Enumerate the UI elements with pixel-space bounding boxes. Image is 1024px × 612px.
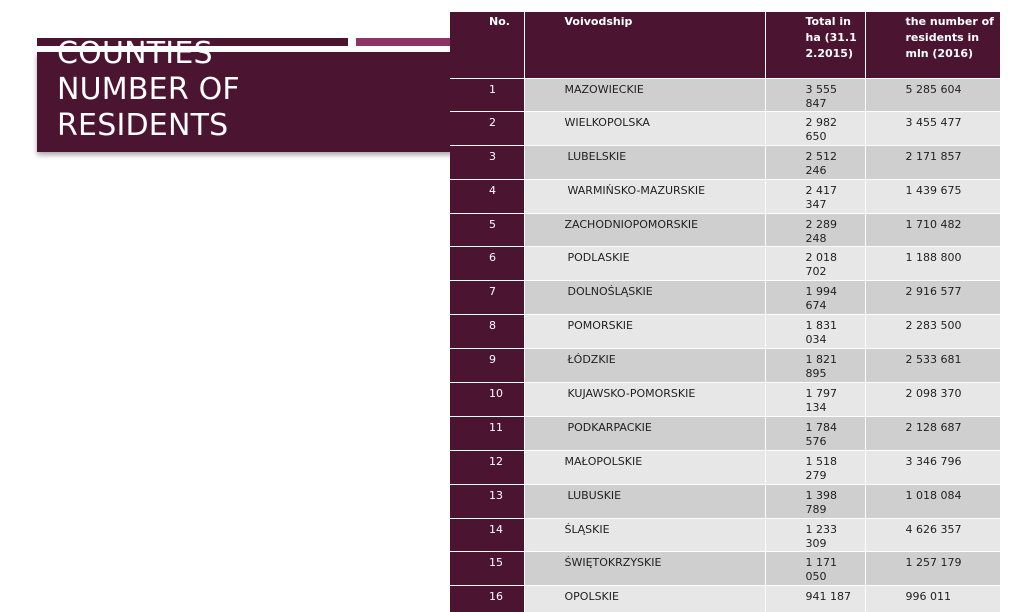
cell-voivodship: WARMIŃSKO-MAZURSKIE bbox=[524, 180, 765, 214]
table-row bbox=[450, 315, 1000, 349]
cell-residents: 2 098 370 bbox=[865, 383, 1000, 417]
header-no: No. bbox=[450, 12, 524, 79]
table-row bbox=[450, 349, 1000, 383]
cell-residents: 5 285 604 bbox=[865, 79, 1000, 112]
cell-no: 2 bbox=[450, 112, 524, 146]
cell-area: 2 982 650 bbox=[765, 112, 865, 146]
header-residents: the number of residents in mln (2016) bbox=[865, 12, 1000, 79]
cell-residents: 2 283 500 bbox=[865, 315, 1000, 349]
table-row bbox=[450, 146, 1000, 180]
cell-residents: 1 257 179 bbox=[865, 552, 1000, 586]
cell-residents: 1 018 084 bbox=[865, 485, 1000, 519]
cell-residents: 1 439 675 bbox=[865, 180, 1000, 214]
table-row bbox=[450, 180, 1000, 214]
cell-no: 1 bbox=[450, 79, 524, 112]
voivodship-table bbox=[450, 12, 1000, 612]
cell-area: 2 512 246 bbox=[765, 146, 865, 180]
cell-no: 11 bbox=[450, 417, 524, 451]
cell-area: 1 398 789 bbox=[765, 485, 865, 519]
cell-area: 1 831 034 bbox=[765, 315, 865, 349]
cell-area: 2 018 702 bbox=[765, 247, 865, 281]
table-row bbox=[450, 519, 1000, 552]
table-row bbox=[450, 586, 1000, 612]
slide-title: COUNTIES NUMBER OF RESIDENTS bbox=[57, 36, 240, 143]
cell-area: 2 289 248 bbox=[765, 214, 865, 247]
cell-voivodship: POMORSKIE bbox=[524, 315, 765, 349]
cell-area: 1 797 134 bbox=[765, 383, 865, 417]
cell-voivodship: WIELKOPOLSKA bbox=[524, 112, 765, 146]
title-box bbox=[37, 36, 457, 152]
cell-area: 2 417 347 bbox=[765, 180, 865, 214]
header-total-ha: Total in ha (31.12.2015) bbox=[765, 12, 865, 79]
cell-no: 12 bbox=[450, 451, 524, 485]
cell-residents: 1 188 800 bbox=[865, 247, 1000, 281]
cell-no: 15 bbox=[450, 552, 524, 586]
cell-residents: 2 916 577 bbox=[865, 281, 1000, 315]
table-header-row bbox=[450, 12, 1000, 79]
cell-area: 3 555 847 bbox=[765, 79, 865, 112]
cell-no: 4 bbox=[450, 180, 524, 214]
cell-area: 1 171 050 bbox=[765, 552, 865, 586]
table-row bbox=[450, 383, 1000, 417]
table-row bbox=[450, 552, 1000, 586]
cell-voivodship: MAZOWIECKIE bbox=[524, 79, 765, 112]
header-voivodship: Voivodship bbox=[524, 12, 765, 79]
cell-voivodship: LUBUSKIE bbox=[524, 485, 765, 519]
cell-area: 941 187 bbox=[765, 586, 865, 612]
cell-no: 5 bbox=[450, 214, 524, 247]
cell-no: 16 bbox=[450, 586, 524, 612]
table-row bbox=[450, 281, 1000, 315]
cell-area: 1 994 674 bbox=[765, 281, 865, 315]
cell-no: 6 bbox=[450, 247, 524, 281]
cell-no: 3 bbox=[450, 146, 524, 180]
cell-residents: 996 011 bbox=[865, 586, 1000, 612]
cell-area: 1 233 309 bbox=[765, 519, 865, 552]
cell-residents: 1 710 482 bbox=[865, 214, 1000, 247]
table-row bbox=[450, 79, 1000, 112]
cell-voivodship: PODKARPACKIE bbox=[524, 417, 765, 451]
table-row bbox=[450, 417, 1000, 451]
cell-no: 7 bbox=[450, 281, 524, 315]
cell-voivodship: DOLNOŚLĄSKIE bbox=[524, 281, 765, 315]
cell-voivodship: KUJAWSKO-POMORSKIE bbox=[524, 383, 765, 417]
cell-no: 13 bbox=[450, 485, 524, 519]
cell-no: 10 bbox=[450, 383, 524, 417]
cell-no: 8 bbox=[450, 315, 524, 349]
accent-bar-right bbox=[356, 38, 450, 46]
table-row bbox=[450, 214, 1000, 247]
cell-no: 9 bbox=[450, 349, 524, 383]
cell-area: 1 784 576 bbox=[765, 417, 865, 451]
cell-area: 1 518 279 bbox=[765, 451, 865, 485]
table-row bbox=[450, 247, 1000, 281]
cell-voivodship: ŚWIĘTOKRZYSKIE bbox=[524, 552, 765, 586]
cell-residents: 2 171 857 bbox=[865, 146, 1000, 180]
cell-voivodship: ZACHODNIOPOMORSKIE bbox=[524, 214, 765, 247]
cell-residents: 3 455 477 bbox=[865, 112, 1000, 146]
table-row bbox=[450, 112, 1000, 146]
cell-residents: 3 346 796 bbox=[865, 451, 1000, 485]
cell-voivodship: PODLASKIE bbox=[524, 247, 765, 281]
table-row bbox=[450, 485, 1000, 519]
cell-voivodship: MAŁOPOLSKIE bbox=[524, 451, 765, 485]
cell-residents: 4 626 357 bbox=[865, 519, 1000, 552]
cell-voivodship: ŚLĄSKIE bbox=[524, 519, 765, 552]
cell-voivodship: OPOLSKIE bbox=[524, 586, 765, 612]
cell-voivodship: ŁÓDZKIE bbox=[524, 349, 765, 383]
cell-area: 1 821 895 bbox=[765, 349, 865, 383]
cell-residents: 2 533 681 bbox=[865, 349, 1000, 383]
cell-no: 14 bbox=[450, 519, 524, 552]
cell-residents: 2 128 687 bbox=[865, 417, 1000, 451]
table-row bbox=[450, 451, 1000, 485]
cell-voivodship: LUBELSKIE bbox=[524, 146, 765, 180]
